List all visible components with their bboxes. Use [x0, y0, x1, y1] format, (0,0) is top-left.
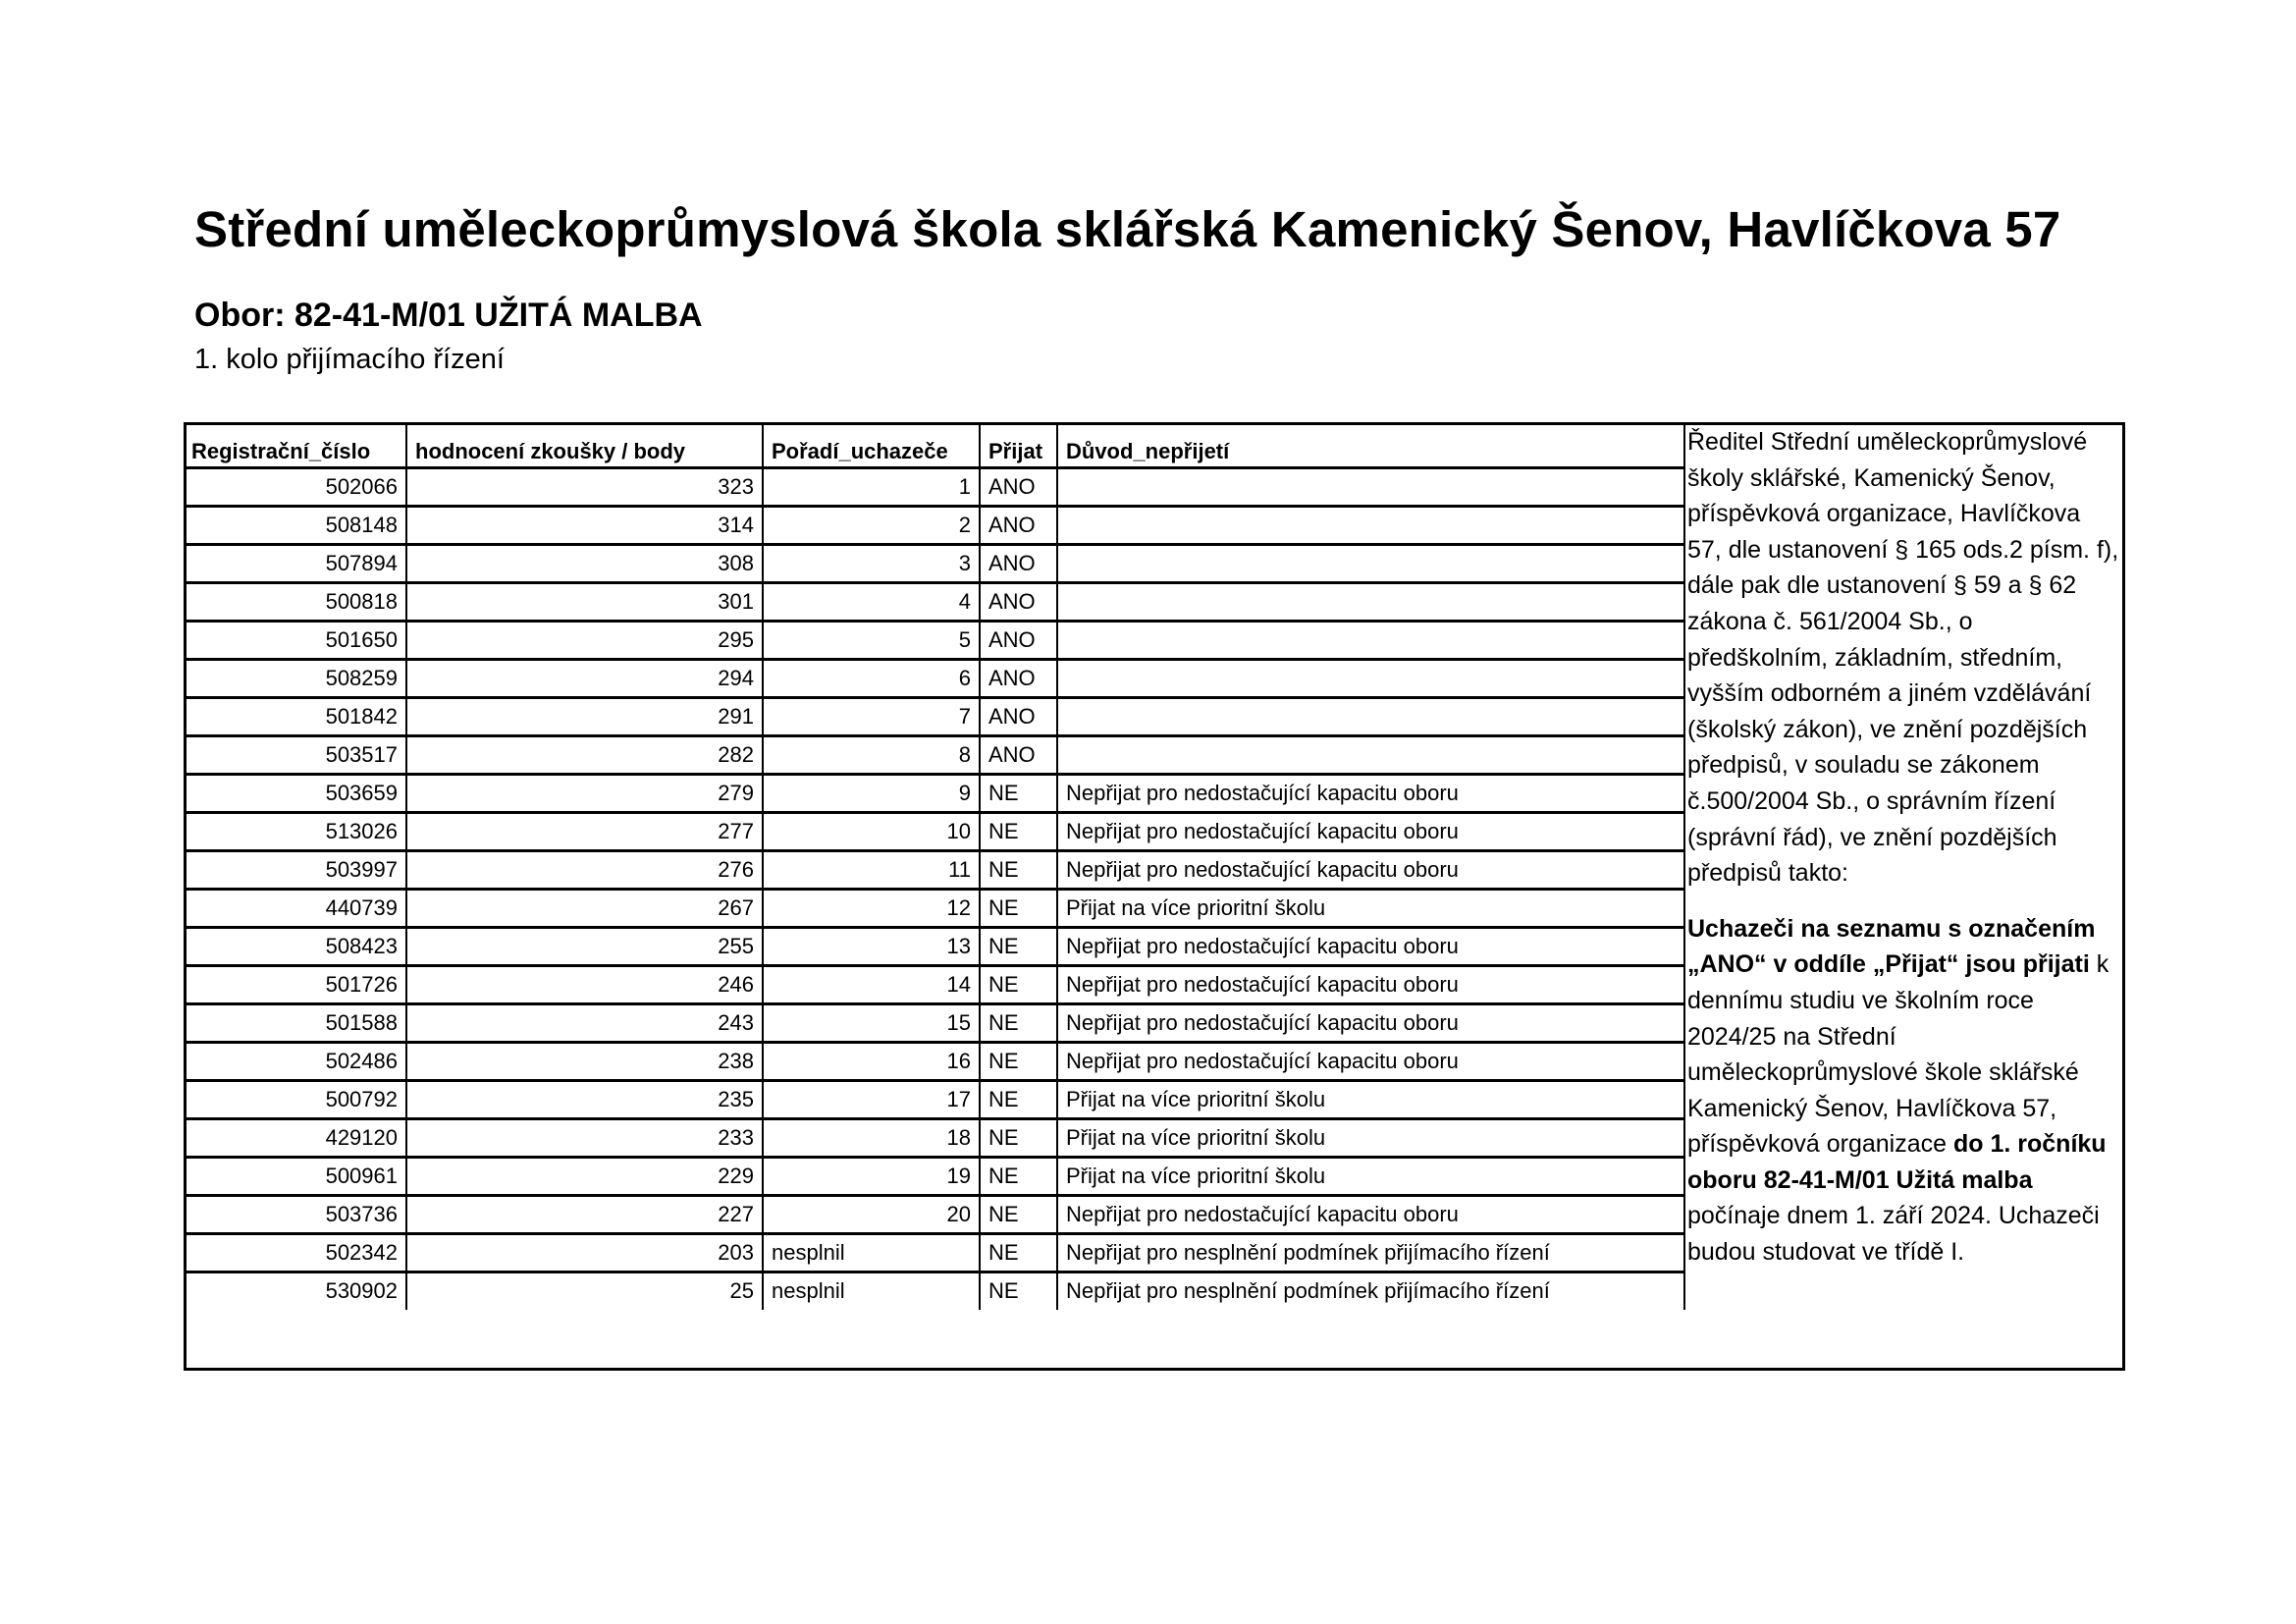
cell-rejection-reason: [1057, 506, 1684, 544]
cell-applicant-rank: 1: [763, 467, 980, 506]
cell-exam-score: 282: [406, 735, 763, 774]
cell-admitted: NE: [980, 1118, 1057, 1157]
table-row: [184, 735, 1684, 774]
cell-admitted: NE: [980, 774, 1057, 812]
cell-registration-number: 501588: [184, 1003, 406, 1042]
cell-admitted: NE: [980, 850, 1057, 889]
cell-exam-score: 229: [406, 1157, 763, 1195]
cell-registration-number: 503997: [184, 850, 406, 889]
table-row: [184, 621, 1684, 659]
cell-exam-score: 243: [406, 1003, 763, 1042]
cell-exam-score: 227: [406, 1195, 763, 1233]
cell-exam-score: 246: [406, 965, 763, 1003]
column-header-exam-score: hodnocení zkoušky / body: [406, 422, 763, 467]
cell-admitted: ANO: [980, 697, 1057, 735]
decision-paragraph-admission: [1687, 911, 2119, 1271]
table-row: [184, 1003, 1684, 1042]
cell-rejection-reason: Přijat na více prioritní školu: [1057, 1080, 1684, 1118]
cell-applicant-rank: 15: [763, 1003, 980, 1042]
decision-bold-program: do 1. ročníku oboru 82-41-M/01 Užitá malba: [1687, 1130, 2107, 1194]
cell-exam-score: 277: [406, 812, 763, 850]
table-row: [184, 965, 1684, 1003]
cell-admitted: ANO: [980, 659, 1057, 697]
cell-rejection-reason: [1057, 621, 1684, 659]
column-header-registration-number: Registrační_číslo: [184, 422, 406, 467]
column-header-admitted: Přijat: [980, 422, 1057, 467]
cell-rejection-reason: Nepřijat pro nedostačující kapacitu oboru: [1057, 965, 1684, 1003]
cell-registration-number: 513026: [184, 812, 406, 850]
table-row: [184, 544, 1684, 582]
cell-applicant-rank: 8: [763, 735, 980, 774]
cell-admitted: NE: [980, 1272, 1057, 1310]
cell-registration-number: 501726: [184, 965, 406, 1003]
cell-applicant-rank: 2: [763, 506, 980, 544]
cell-applicant-rank: 7: [763, 697, 980, 735]
cell-registration-number: 502342: [184, 1233, 406, 1272]
cell-rejection-reason: Nepřijat pro nedostačující kapacitu oboru: [1057, 774, 1684, 812]
cell-exam-score: 276: [406, 850, 763, 889]
cell-registration-number: 508423: [184, 927, 406, 965]
cell-admitted: ANO: [980, 582, 1057, 621]
table-row: [184, 1080, 1684, 1118]
cell-registration-number: 503659: [184, 774, 406, 812]
cell-applicant-rank: nesplnil: [763, 1272, 980, 1310]
table-row: [184, 582, 1684, 621]
table-row: [184, 1272, 1684, 1310]
cell-exam-score: 323: [406, 467, 763, 506]
decision-paragraph-legal-basis: Ředitel Střední uměleckoprůmyslové školy sklářské, Kamenický Šenov, příspěvková organizace, Havlíčkova 57, dle ustanovení § 165 ods.2 písm. f), dále pak dle ustanovení § 59 a § 62 zákona č. 561/2004 Sb., o předškolním, základním, středním, vyšším odborném a jiném vzdělávání (školský zákon), ve znění pozdějších předpisů, v souladu se zákonem č.500/2004 Sb., o správním řízení (správní řád), ve znění pozdějších předpisů takto:: [1687, 428, 2119, 888]
cell-registration-number: 508148: [184, 506, 406, 544]
director-decision-text: [1687, 424, 2119, 1271]
cell-admitted: NE: [980, 965, 1057, 1003]
cell-registration-number: 530902: [184, 1272, 406, 1310]
table-row: [184, 812, 1684, 850]
table-row: [184, 889, 1684, 927]
cell-applicant-rank: 19: [763, 1157, 980, 1195]
table-row: [184, 697, 1684, 735]
field-of-study-heading: Obor: 82-41-M/01 UŽITÁ MALBA: [194, 297, 703, 334]
cell-admitted: NE: [980, 1042, 1057, 1080]
table-row: [184, 1195, 1684, 1233]
cell-exam-score: 314: [406, 506, 763, 544]
cell-registration-number: 507894: [184, 544, 406, 582]
column-header-rejection-reason: Důvod_nepřijetí: [1057, 422, 1684, 467]
cell-admitted: NE: [980, 1195, 1057, 1233]
cell-applicant-rank: 3: [763, 544, 980, 582]
cell-admitted: NE: [980, 927, 1057, 965]
table-row: [184, 927, 1684, 965]
cell-registration-number: 501842: [184, 697, 406, 735]
table-row: [184, 1118, 1684, 1157]
table-header-row: [184, 422, 1684, 467]
cell-applicant-rank: 16: [763, 1042, 980, 1080]
cell-rejection-reason: Nepřijat pro nedostačující kapacitu oboru: [1057, 1003, 1684, 1042]
cell-admitted: NE: [980, 1003, 1057, 1042]
cell-rejection-reason: Nepřijat pro nesplnění podmínek přijímacího řízení: [1057, 1233, 1684, 1272]
cell-rejection-reason: Nepřijat pro nedostačující kapacitu oboru: [1057, 1042, 1684, 1080]
cell-exam-score: 279: [406, 774, 763, 812]
table-row: [184, 506, 1684, 544]
table-row: [184, 1157, 1684, 1195]
cell-rejection-reason: Nepřijat pro nedostačující kapacitu oboru: [1057, 1195, 1684, 1233]
cell-registration-number: 429120: [184, 1118, 406, 1157]
table-row: [184, 1233, 1684, 1272]
cell-exam-score: 235: [406, 1080, 763, 1118]
cell-admitted: ANO: [980, 621, 1057, 659]
decision-text-start: počínaje dnem 1. září 2024. Uchazeči budou studovat ve třídě I.: [1687, 1202, 2100, 1267]
table-row: [184, 774, 1684, 812]
cell-rejection-reason: [1057, 735, 1684, 774]
table-row: [184, 659, 1684, 697]
cell-exam-score: 233: [406, 1118, 763, 1157]
cell-applicant-rank: 11: [763, 850, 980, 889]
table-row: [184, 1042, 1684, 1080]
cell-registration-number: 500818: [184, 582, 406, 621]
cell-rejection-reason: Nepřijat pro nesplnění podmínek přijímacího řízení: [1057, 1272, 1684, 1310]
cell-admitted: ANO: [980, 735, 1057, 774]
cell-rejection-reason: [1057, 582, 1684, 621]
cell-rejection-reason: Nepřijat pro nedostačující kapacitu oboru: [1057, 927, 1684, 965]
cell-admitted: NE: [980, 889, 1057, 927]
cell-registration-number: 500792: [184, 1080, 406, 1118]
cell-registration-number: 508259: [184, 659, 406, 697]
cell-admitted: NE: [980, 1080, 1057, 1118]
cell-exam-score: 255: [406, 927, 763, 965]
cell-exam-score: 267: [406, 889, 763, 927]
decision-bold-admitted: Uchazeči na seznamu s označením „ANO“ v oddíle „Přijat“ jsou přijati: [1687, 914, 2096, 979]
cell-applicant-rank: 17: [763, 1080, 980, 1118]
table-row: [184, 850, 1684, 889]
cell-exam-score: 25: [406, 1272, 763, 1310]
cell-applicant-rank: 13: [763, 927, 980, 965]
cell-rejection-reason: [1057, 659, 1684, 697]
decision-text-study: k dennímu studiu ve školním roce 2024/25 na Střední uměleckoprůmyslové škole sklářské Kamenický Šenov, Havlíčkova 57, příspěvková organizace: [1687, 950, 2109, 1159]
cell-exam-score: 203: [406, 1233, 763, 1272]
cell-rejection-reason: Nepřijat pro nedostačující kapacitu oboru: [1057, 812, 1684, 850]
cell-rejection-reason: Přijat na více prioritní školu: [1057, 1157, 1684, 1195]
cell-exam-score: 294: [406, 659, 763, 697]
cell-registration-number: 440739: [184, 889, 406, 927]
table-row: [184, 467, 1684, 506]
cell-registration-number: 503517: [184, 735, 406, 774]
cell-exam-score: 238: [406, 1042, 763, 1080]
cell-registration-number: 500961: [184, 1157, 406, 1195]
cell-applicant-rank: 18: [763, 1118, 980, 1157]
cell-applicant-rank: 4: [763, 582, 980, 621]
page-title: Střední uměleckoprůmyslová škola sklářská Kamenický Šenov, Havlíčkova 57: [194, 201, 2061, 257]
cell-rejection-reason: Přijat na více prioritní školu: [1057, 1118, 1684, 1157]
cell-rejection-reason: [1057, 544, 1684, 582]
cell-applicant-rank: 9: [763, 774, 980, 812]
cell-registration-number: 502066: [184, 467, 406, 506]
cell-exam-score: 295: [406, 621, 763, 659]
cell-admitted: NE: [980, 812, 1057, 850]
cell-applicant-rank: 10: [763, 812, 980, 850]
cell-registration-number: 501650: [184, 621, 406, 659]
cell-exam-score: 308: [406, 544, 763, 582]
cell-admitted: ANO: [980, 506, 1057, 544]
column-header-applicant-rank: Pořadí_uchazeče: [763, 422, 980, 467]
cell-admitted: ANO: [980, 544, 1057, 582]
cell-admitted: NE: [980, 1157, 1057, 1195]
cell-applicant-rank: 5: [763, 621, 980, 659]
cell-applicant-rank: nesplnil: [763, 1233, 980, 1272]
cell-applicant-rank: 12: [763, 889, 980, 927]
cell-rejection-reason: Nepřijat pro nedostačující kapacitu oboru: [1057, 850, 1684, 889]
cell-registration-number: 503736: [184, 1195, 406, 1233]
cell-rejection-reason: [1057, 697, 1684, 735]
cell-rejection-reason: [1057, 467, 1684, 506]
cell-exam-score: 291: [406, 697, 763, 735]
cell-admitted: NE: [980, 1233, 1057, 1272]
cell-applicant-rank: 14: [763, 965, 980, 1003]
cell-applicant-rank: 20: [763, 1195, 980, 1233]
cell-exam-score: 301: [406, 582, 763, 621]
cell-registration-number: 502486: [184, 1042, 406, 1080]
admission-round-subtitle: 1. kolo přijímacího řízení: [194, 344, 505, 375]
cell-rejection-reason: Přijat na více prioritní školu: [1057, 889, 1684, 927]
cell-admitted: ANO: [980, 467, 1057, 506]
results-table: [184, 422, 1685, 1310]
cell-applicant-rank: 6: [763, 659, 980, 697]
